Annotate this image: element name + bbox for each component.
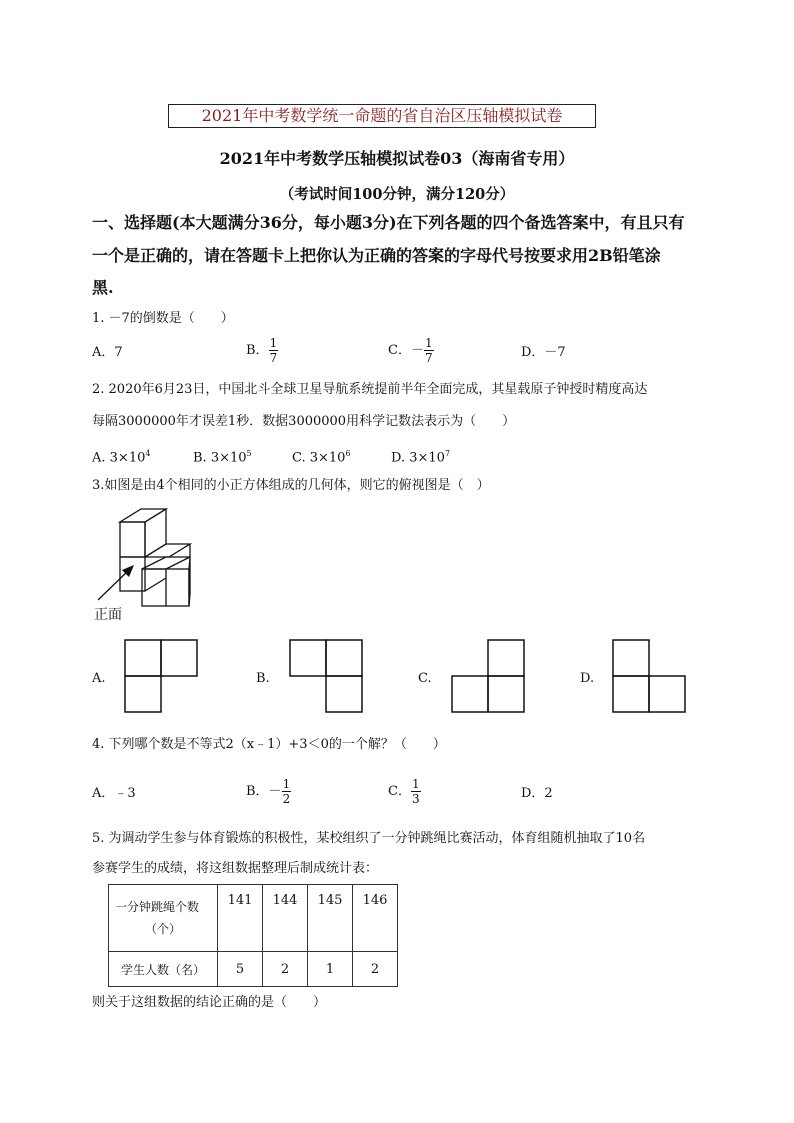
table-cell: 2 [263,952,308,987]
question-3-option-d-figure [611,638,687,716]
table-cell: 1 [308,952,353,987]
question-1-option-a: A．7 [92,345,123,360]
front-view-label: 正面 [94,607,122,623]
square-cell [326,640,362,676]
square-cell [649,676,685,712]
question-3-option-a-figure [123,638,199,716]
option-text: D. 3×10 [391,450,445,466]
table-cell: 145 [308,885,353,952]
cube-top-face [142,557,190,569]
question-4-option-a: A．﹣3 [92,786,136,801]
question-3-option-c-figure [450,638,526,716]
jump-rope-stats-table [108,884,398,987]
option-prefix: C． [388,784,411,799]
exam-subtitle: （考试时间100分钟，满分120分） [279,186,515,203]
table-cell: 146 [353,885,398,952]
option-text: A. 3×10 [92,450,146,466]
denominator: 3 [411,792,420,806]
option-prefix: B． [246,343,269,358]
denominator: 7 [424,351,433,365]
square-cell [125,676,161,712]
square-cell [452,676,488,712]
question-4-stem: 4. 下列哪个数是不等式2（x﹣1）+3＜0的一个解？（ ） [92,737,446,752]
question-1-option-d: D．－7 [521,345,566,360]
square-cell [161,640,197,676]
question-4-option-d: D．2 [521,786,553,801]
question-2-option-c [292,445,351,467]
table-cell: 144 [263,885,308,952]
section-instructions-line-3: 黑. [92,278,114,297]
question-4-option-b [246,777,291,806]
question-3-option-d-label: D. [580,671,595,686]
option-prefix: C．－ [388,343,424,358]
question-2-line-1: 2. 2020年6月23日，中国北斗全球卫星导航系统提前半年全面完成，其星载原子钟授时精度高达 [92,382,648,397]
fraction [424,336,434,365]
table-cell: 5 [218,952,263,987]
table-cell: 141 [218,885,263,952]
fraction [411,777,421,806]
square-cell [613,676,649,712]
question-1-stem: 1. －7的倒数是（ ） [92,311,234,326]
question-5-line-2: 参赛学生的成绩，将这组数据整理后制成统计表： [92,861,379,876]
question-1-option-b [246,336,278,365]
option-text: B. 3×10 [193,450,247,466]
fraction [282,777,292,806]
exam-series-banner: 2021年中考数学统一命题的省自治区压轴模拟试卷 [168,104,596,128]
denominator: 2 [282,792,291,806]
exponent: 5 [246,449,252,458]
cube-edge [145,578,166,591]
numerator: 1 [269,336,278,350]
cube-top-face [145,544,190,557]
front-arrow-line [98,569,130,600]
exponent: 7 [444,449,451,458]
question-3-option-a-label: A. [92,671,106,686]
exam-title: 2021年中考数学压轴模拟试卷03（海南省专用） [219,149,575,168]
question-4-option-c [388,777,421,806]
option-text: C. 3×10 [292,450,346,466]
header-line-1: 一分钟跳绳个数 [115,900,200,914]
cube-side-face [189,557,190,606]
question-3-option-b-figure [288,638,364,716]
question-2-line-2: 每隔3000000年才误差1秒．数据3000000用科学记数法表示为（ ） [92,414,516,429]
question-2-option-d [391,445,450,467]
question-5-line-1: 5. 为调动学生参与体育锻炼的积极性，某校组织了一分钟跳绳比赛活动，体育组随机抽取了10名 [92,831,646,846]
section-instructions-line-1: 一、选择题(本大题满分36分，每小题3分)在下列各题的四个备选答案中，有且只有 [92,213,685,232]
numerator: 1 [282,777,291,791]
table-cell: 2 [353,952,398,987]
header-line-2: （个） [144,922,181,936]
square-cell [613,640,649,676]
fraction [269,336,279,365]
table-header-cell [109,885,218,952]
square-cell [488,676,524,712]
question-3-stem: 3.如图是由4个相同的小正方体组成的几何体，则它的俯视图是（ ） [92,478,490,493]
square-cell [488,640,524,676]
cube-front-face [120,557,145,591]
square-cell [326,676,362,712]
table-row-label: 学生人数（名） [109,952,218,987]
square-cell [125,640,161,676]
question-5-follow-up: 则关于这组数据的结论正确的是（ ） [92,995,327,1010]
question-2-option-a [92,445,150,467]
question-3-option-b-label: B. [256,671,270,686]
question-2-option-b [193,445,252,467]
exponent: 6 [345,449,351,458]
cube-top-face [120,509,166,522]
table-row [109,885,398,952]
numerator: 1 [411,777,420,791]
question-3-option-c-label: C. [418,671,432,686]
question-1-option-c [388,336,434,365]
square-cell [290,640,326,676]
denominator: 7 [269,351,278,365]
option-prefix: B．－ [246,784,282,799]
table-row [109,952,398,987]
section-instructions-line-2: 一个是正确的，请在答题卡上把你认为正确的答案的字母代号按要求用2B铅笔涂 [92,246,661,265]
cube-front-face [120,522,145,557]
exponent: 4 [145,449,151,458]
numerator: 1 [424,336,433,350]
